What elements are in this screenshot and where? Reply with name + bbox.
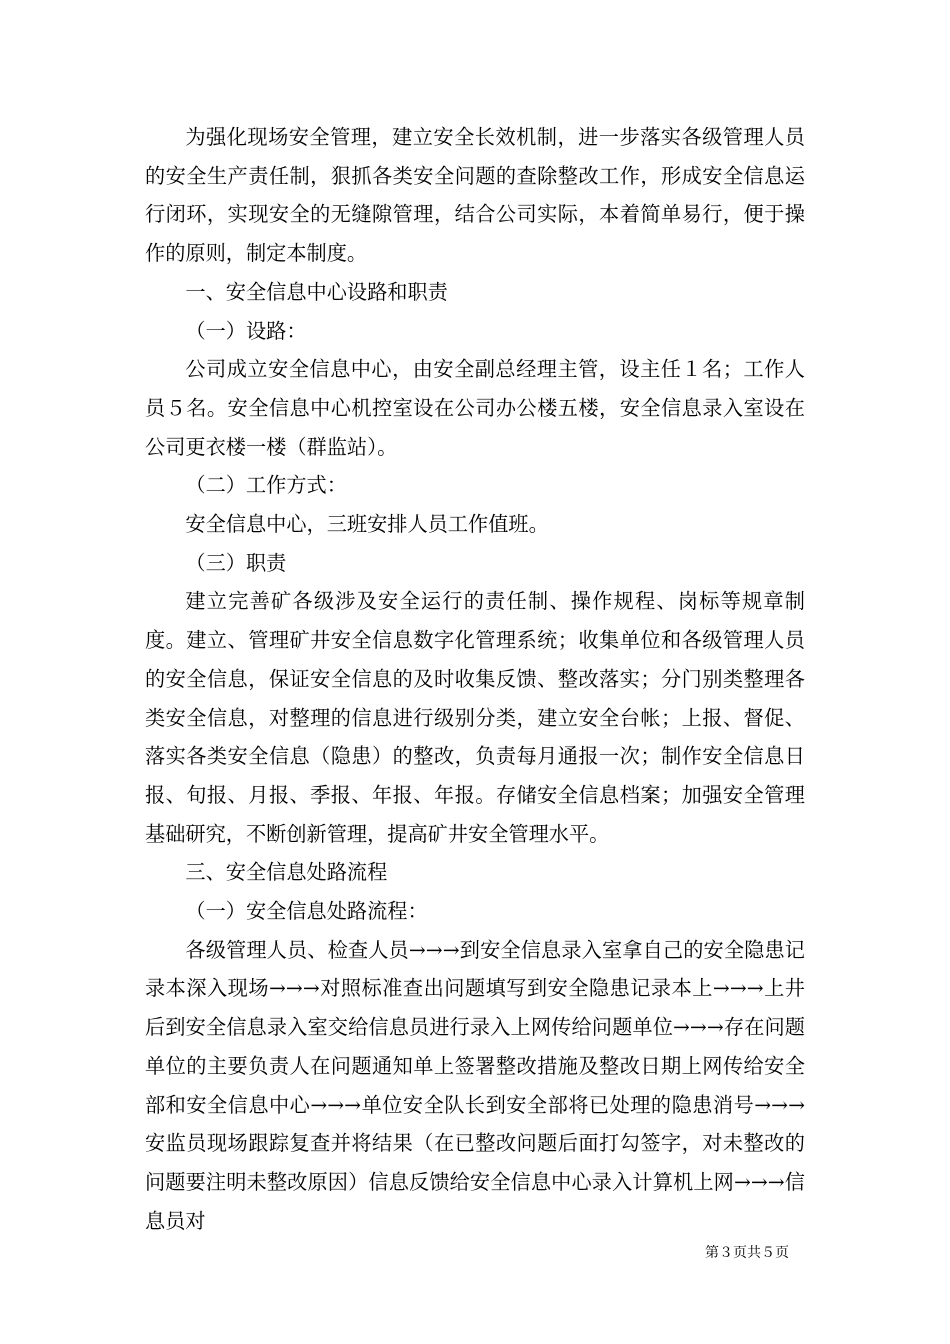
paragraph-duties: 建立完善矿各级涉及安全运行的责任制、操作规程、岗标等规章制度。建立、管理矿井安全信息数字化管理系统；收集单位和各级管理人员的安全信息，保证安全信息的及时收集反馈、整改落实；分门别类整理各类安全信息，对整理的信息进行级别分类，建立安全台帐；上报、督促、落实各类安全信息（隐患）的整改，负责每月通报一次；制作安全信息日报、旬报、月报、季报、年报、年报。存储安全信息档案；加强安全管理基础研究，不断创新管理，提高矿井安全管理水平。 <box>145 589 805 846</box>
document-body <box>145 118 805 1240</box>
subsection-heading-duties: （三）职责 <box>185 550 287 575</box>
subsection-heading-work-mode: （二）工作方式： <box>185 473 347 498</box>
subsection-heading-process: （一）安全信息处路流程： <box>185 899 428 924</box>
subsection-heading-setup: （一）设路： <box>185 318 307 343</box>
paragraph-setup: 公司成立安全信息中心，由安全副总经理主管，设主任１名；工作人员５名。安全信息中心机控室设在公司办公楼五楼，安全信息录入室设在公司更衣楼一楼（群监站）。 <box>145 357 805 459</box>
paragraph-work-mode: 安全信息中心，三班安排人员工作值班。 <box>185 512 549 537</box>
page-number: 第３页共５页 <box>705 1245 789 1261</box>
section-heading-3: 三、安全信息处路流程 <box>185 860 388 885</box>
paragraph-intro: 为强化现场安全管理，建立安全长效机制，进一步落实各级管理人员的安全生产责任制，狠抓各类安全问题的查除整改工作，形成安全信息运行闭环，实现安全的无缝隙管理，结合公司实际，本着简单易行，便于操作的原则，制定本制度。 <box>145 125 805 266</box>
section-heading-1: 一、安全信息中心设路和职责 <box>185 279 448 304</box>
paragraph-process: 各级管理人员、检查人员→→→到安全信息录入室拿自己的安全隐患记录本深入现场→→→对照标准查出问题填写到安全隐患记录本上→→→上井后到安全信息录入室交给信息员进行录入上网传给问题单位→→→存在问题单位的主要负责人在问题通知单上签署整改措施及整改日期上网传给安全部和安全信息中心→→→单位安全队长到安全部将已处理的隐患消号→→→安监员现场跟踪复查并将结果（在已整改问题后面打勾签字，对未整改的问题要注明未整改原因）信息反馈给安全信息中心录入计算机上网→→→信息员对 <box>145 937 805 1233</box>
